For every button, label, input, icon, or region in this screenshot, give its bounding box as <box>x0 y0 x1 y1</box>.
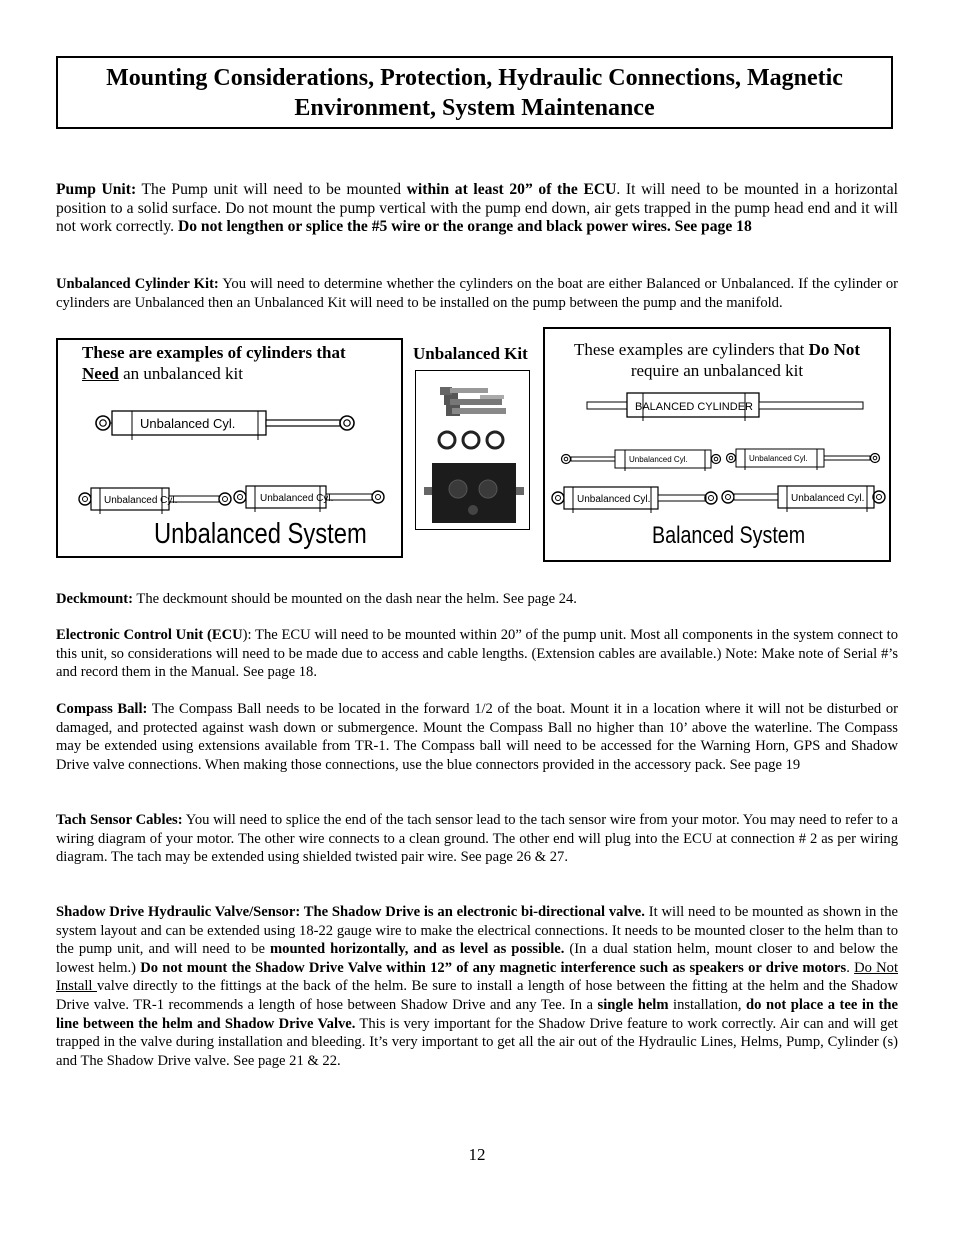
unbalanced-cylinder-small-right <box>234 486 384 512</box>
cylinder-label: Unbalanced Cyl. <box>140 416 236 431</box>
balanced-caption: These examples are cylinders that Do Not require an unbalanced kit <box>573 340 861 380</box>
deckmount-label: Deckmount: <box>56 591 134 607</box>
tach-sensor-label: Tach Sensor Cables: <box>56 812 183 828</box>
balanced-system-label: Balanced System <box>652 522 806 549</box>
deckmount-paragraph: Deckmount: The deckmount should be mounted on the dash near the helm. See page 24. <box>56 591 577 607</box>
cylinder-label: Unbalanced Cyl. <box>260 493 334 504</box>
unbalanced-cylinder-small-1 <box>562 450 721 471</box>
cylinder-label: Unbalanced Cyl. <box>104 495 178 506</box>
balanced-system-panel <box>543 327 891 562</box>
unbalanced-system-panel <box>56 338 403 558</box>
cylinder-label: Unbalanced Cyl. <box>629 455 688 464</box>
unbalanced-caption: These are examples of cylinders that Need an unbalanced kit <box>82 343 346 383</box>
unbalanced-kit-label: Unbalanced Kit <box>413 344 528 363</box>
bolts-icon <box>440 387 506 416</box>
unbalanced-cylinder-small-2 <box>727 449 880 470</box>
pump-unit-paragraph: Pump Unit: The Pump unit will need to be mounted within at least 20” of the ECU. It will need to be mounted in a horizontal position to a solid surface. Do not mount the pump vertical with the pump end down, air gets trapped in the pump head end and it will not work correctly. Do not lengthen or splice the #5 wire or the orange and black power wires. See page 18 <box>56 181 898 236</box>
unbalanced-cylinder-small-3 <box>552 487 717 513</box>
title-line-1: Mounting Considerations, Protection, Hydraulic Connections, Magnetic <box>106 64 843 91</box>
compass-ball-label: Compass Ball: <box>56 701 148 717</box>
title-line-2: Environment, System Maintenance <box>294 94 655 121</box>
manifold-block-icon <box>424 463 524 523</box>
compass-ball-paragraph: Compass Ball: The Compass Ball needs to be located in the forward 1/2 of the boat. Mount it in a location where it will not be disturbed or damaged, and protected against wash down or submergence. Mount the Compass Ball no higher than 10’ above the waterline. The Compass may be extended using extensions available from TR-1. The Compass ball will need to be accessed for the Warning Horn, GPS and Shadow Drive valve connections. When making those connections, use the blue connectors provided in the accessory pack. See page 19 <box>56 701 898 773</box>
balanced-cylinder-label: BALANCED CYLINDER <box>635 401 753 413</box>
page-title <box>56 56 893 129</box>
unbalanced-kit-label: Unbalanced Cylinder Kit: <box>56 276 219 292</box>
page-number: 12 <box>468 1145 486 1164</box>
unbalanced-cylinder-large <box>96 411 354 440</box>
pump-unit-label: Pump Unit: <box>56 181 137 198</box>
unbalanced-cylinder-small-left <box>79 488 231 514</box>
o-rings-icon <box>439 432 503 448</box>
cylinder-label: Unbalanced Cyl. <box>577 494 651 505</box>
ecu-label: Electronic Control Unit (ECU <box>56 627 243 643</box>
shadow-drive-paragraph: Shadow Drive Hydraulic Valve/Sensor: The Shadow Drive is an electronic bi-directional valve. It will need to be mounted as shown in the system layout and can be extended using 18-22 gauge wire to make the electrical connections. It needs to be mounted closer to the helm than to the pump unit, and will need to be mounted horizontally, and as level as possible. (In a dual station helm, mount closer to and below the lowest helm.) Do not mount the Shadow Drive Valve within 12” of any magnetic interference such as speakers or drive motors. Do Not Install valve directly to the fittings at the back of the helm. Be sure to install a length of hose between the fitting at the helm and the Shadow Drive valve. TR-1 recommends a length of hose between Shadow Drive and any Tee. In a single helm installation, do not place a tee in the line between the helm and Shadow Drive Valve. This is very important for the Shadow Drive feature to work correctly. Air can and will get trapped in the valve during installation and bleeding. It’s very important to get all the air out of the Hydraulic Lines, Helms, Pump, Cylinder (s) and The Shadow Drive valve. See page 21 & 22. <box>56 904 898 1069</box>
cylinder-label: Unbalanced Cyl. <box>791 493 865 504</box>
balanced-cylinder <box>587 393 863 421</box>
unbalanced-kit-photo <box>415 370 530 530</box>
unbalanced-kit-image <box>416 371 529 529</box>
ecu-paragraph: Electronic Control Unit (ECU): The ECU will need to be mounted within 20” of the pump unit. Most all components in the system connect to this unit, so considerations will need to be made due to access and cable lengths. (Extension cables are available.) Note: Make note of Serial #’s and record them in the Manual. See page 18. <box>56 627 899 681</box>
tach-sensor-paragraph: Tach Sensor Cables: You will need to splice the end of the tach sensor lead to the tach sensor wire from your motor. You may need to refer to a wiring diagram of your motor. The other wire connects to a clean ground. The other end will plug into the ECU at connection # 2 as per wiring diagram. The tach may be extended using shielded twisted pair wire. See page 26 & 27. <box>56 812 898 866</box>
unbalanced-kit-paragraph: Unbalanced Cylinder Kit: You will need to determine whether the cylinders on the boat are either Balanced or Unbalanced. If the cylinder or cylinders are Unbalanced then an Unbalanced Kit will need to be installed on the pump between the pump and the manifold. <box>56 276 898 311</box>
unbalanced-cylinder-small-4 <box>722 486 885 512</box>
cylinder-label: Unbalanced Cyl. <box>749 454 808 463</box>
unbalanced-system-label: Unbalanced System <box>154 518 367 550</box>
